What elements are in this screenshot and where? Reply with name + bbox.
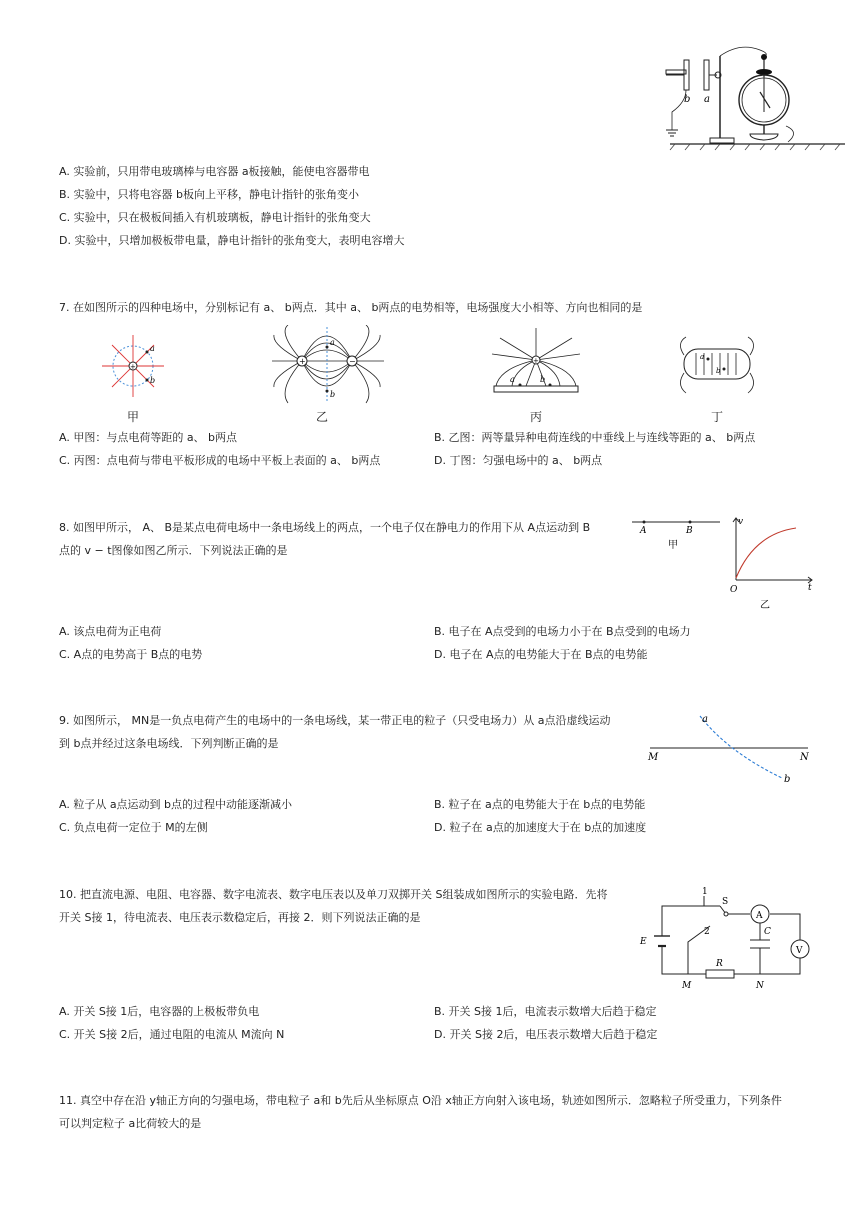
fig-label-b: b: [716, 367, 721, 375]
fig-label-b: b: [784, 774, 791, 785]
q9-stem-line2: 到 b点并经过这条电场线．下列判断正确的是: [59, 737, 279, 750]
q11-stem-line1: 11. 真空中存在沿 y轴正方向的匀强电场，带电粒子 a和 b先后从坐标原点 O沿 x轴正方向射入该电场，轨迹如图所示．忽略粒子所受重力，下列条件: [59, 1094, 782, 1107]
fig-label-b: b: [330, 390, 336, 399]
q7-caption-jia: 甲: [126, 410, 139, 424]
q10-circuit-figure: [634, 882, 814, 992]
svg-text:+: +: [130, 363, 136, 371]
fig-label-O: O: [730, 585, 738, 595]
q7-stem: 7. 在如图所示的四种电场中，分别标记有 a、 b两点．其中 a、 b两点的电势相等，电场强度大小相等、方向也相同的是: [59, 301, 643, 314]
q10-stem-line2: 开关 S接 1，待电流表、电压表示数稳定后，再接 2．则下列说法正确的是: [59, 911, 421, 924]
fig-label-a: a: [700, 353, 705, 361]
fig-label-M: M: [648, 752, 659, 763]
fig-label-N: N: [756, 981, 764, 991]
q8-option-c[interactable]: C. A点的电势高于 B点的电势: [59, 648, 203, 661]
fig-caption-jia: 甲: [668, 540, 678, 551]
q6-option-b[interactable]: B. 实验中，只将电容器 b板向上平移，静电计指针的张角变小: [59, 188, 360, 201]
q10-option-b[interactable]: B. 开关 S接 1后，电流表示数增大后趋于稳定: [434, 1005, 657, 1018]
q6-option-d[interactable]: D. 实验中，只增加极板带电量，静电计指针的张角变大，表明电容增大: [59, 234, 405, 247]
fig-caption-yi: 乙: [760, 600, 770, 611]
q10-option-a[interactable]: A. 开关 S接 1后，电容器的上极板带负电: [59, 1005, 260, 1018]
svg-text:+: +: [533, 357, 539, 365]
fig-label-2: 2: [704, 927, 710, 937]
q7-option-c[interactable]: C. 丙图：点电荷与带电平板形成的电场中平板上表面的 a、 b两点: [59, 454, 381, 467]
fig-label-a: a: [150, 344, 155, 353]
svg-text:+: +: [299, 357, 306, 366]
q9-option-d[interactable]: D. 粒子在 a点的加速度大于在 b点的加速度: [434, 821, 647, 834]
fig-label-B: B: [686, 526, 693, 536]
q7-caption-ding: 丁: [710, 410, 723, 424]
fig-label-a: a: [704, 94, 710, 105]
q9-option-a[interactable]: A. 粒子从 a点运动到 b点的过程中动能逐渐减小: [59, 798, 293, 811]
q8-stem-line1: 8. 如图甲所示， A、 B是某点电荷电场中一条电场线上的两点，一个电子仅在静电力的作用下从 A点运动到 B: [59, 521, 591, 534]
q8-option-d[interactable]: D. 电子在 A点的电势能大于在 B点的电势能: [434, 648, 648, 661]
q11-stem-line2: 可以判定粒子 a比荷较大的是: [59, 1117, 202, 1130]
q7-figure-ding: [676, 335, 758, 395]
q10-option-d[interactable]: D. 开关 S接 2后，电压表示数增大后趋于稳定: [434, 1028, 658, 1041]
fig-label-b: b: [540, 375, 546, 384]
fig-label-1: 1: [702, 887, 708, 897]
fig-label-a: a: [702, 714, 708, 725]
fig-label-A: A: [756, 911, 763, 921]
q7-caption-yi: 乙: [315, 410, 328, 424]
q9-stem-line1: 9. 如图所示， MN是一负点电荷产生的电场中的一条电场线，某一带正电的粒子（只受电场力）从 a点沿虚线运动: [59, 714, 611, 727]
q7-option-b[interactable]: B. 乙图：两等量异种电荷连线的中垂线上与连线等距的 a、 b两点: [434, 431, 756, 444]
q8-stem-line2: 点的 v − t图像如图乙所示．下列说法正确的是: [59, 544, 288, 557]
q10-option-c[interactable]: C. 开关 S接 2后，通过电阻的电流从 M流向 N: [59, 1028, 285, 1041]
fig-label-R: R: [716, 959, 723, 969]
q8-option-b[interactable]: B. 电子在 A点受到的电场力小于在 B点受到的电场力: [434, 625, 691, 638]
fig-label-E: E: [640, 937, 647, 947]
q6-option-a[interactable]: A. 实验前，只用带电玻璃棒与电容器 a板接触，能使电容器带电: [59, 165, 370, 178]
q7-option-a[interactable]: A. 甲图：与点电荷等距的 a、 b两点: [59, 431, 238, 444]
fig-label-M: M: [682, 981, 692, 991]
q9-option-b[interactable]: B. 粒子在 a点的电势能大于在 b点的电势能: [434, 798, 646, 811]
q8-option-a[interactable]: A. 该点电荷为正电荷: [59, 625, 162, 638]
q7-caption-bing: 丙: [529, 410, 542, 424]
svg-text:−: −: [349, 357, 356, 366]
fig-label-V: V: [796, 946, 803, 956]
fig-label-S: S: [722, 897, 729, 907]
q9-figure: [644, 708, 814, 788]
fig-label-b: b: [684, 94, 691, 105]
fig-label-b: b: [150, 376, 156, 385]
q7-figure-bing: [490, 328, 582, 398]
q10-stem-line1: 10. 把直流电源、电阻、电容器、数字电流表、数字电压表以及单刀双掷开关 S组装成如图所示的实验电路．先将: [59, 888, 608, 901]
q7-option-d[interactable]: D. 丁图：匀强电场中的 a、 b两点: [434, 454, 603, 467]
fig-label-a: a: [510, 375, 515, 384]
q8-figure-jia: [628, 512, 724, 552]
q8-figure-yi: [724, 512, 816, 612]
fig-label-v: v: [738, 517, 744, 527]
fig-label-t: t: [808, 583, 812, 593]
fig-label-C: C: [764, 927, 771, 937]
fig-label-a: a: [330, 338, 335, 347]
fig-label-A: A: [640, 526, 647, 536]
q9-option-c[interactable]: C. 负点电荷一定位于 M的左侧: [59, 821, 208, 834]
capacitor-electroscope-figure: [660, 42, 860, 152]
q6-option-c[interactable]: C. 实验中，只在极板间插入有机玻璃板，静电计指针的张角变大: [59, 211, 371, 224]
q7-figure-jia: [100, 333, 166, 399]
fig-label-N: N: [800, 752, 809, 763]
q7-figure-yi: [272, 325, 384, 407]
